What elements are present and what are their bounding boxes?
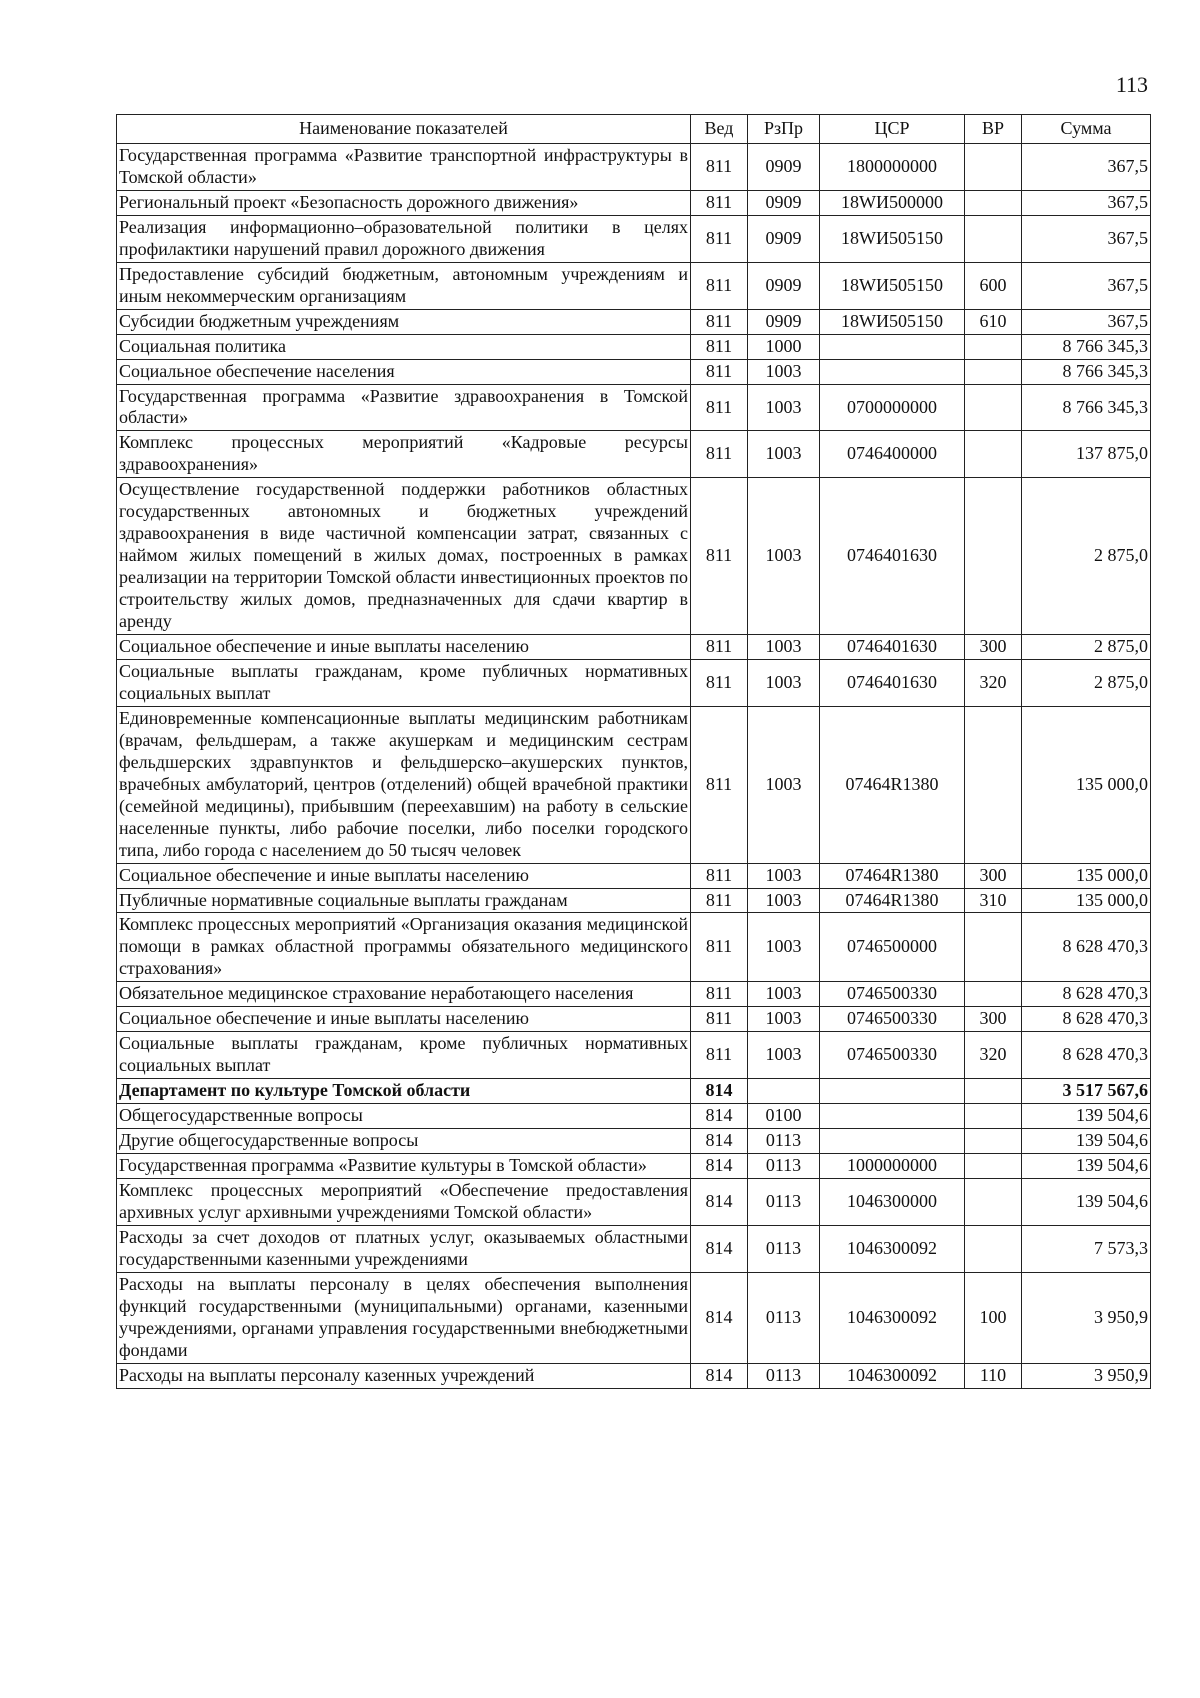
row-rzpr-cell: 0113 <box>748 1129 820 1154</box>
row-name-cell: Социальная политика <box>117 334 691 359</box>
row-vr-cell <box>965 1178 1022 1225</box>
table-body <box>117 144 1151 1389</box>
row-vr-cell <box>965 384 1022 431</box>
row-name-cell: Государственная программа «Развитие транспортной инфраструктуры в Томской области» <box>117 144 691 191</box>
row-name-cell: Социальные выплаты гражданам, кроме публичных нормативных социальных выплат <box>117 1032 691 1079</box>
table-row <box>117 1007 1151 1032</box>
row-name-cell: Социальные выплаты гражданам, кроме публичных нормативных социальных выплат <box>117 659 691 706</box>
row-vr-cell <box>965 478 1022 635</box>
row-csr-cell: 18WИ505150 <box>820 215 965 262</box>
row-vr-cell <box>965 431 1022 478</box>
row-name-cell: Комплекс процессных мероприятий «Обеспечение предоставления архивных услуг архивными учреждениями Томской области» <box>117 1178 691 1225</box>
row-name-cell: Предоставление субсидий бюджетным, автономным учреждениям и иным некоммерческим организациям <box>117 262 691 309</box>
table-row <box>117 1032 1151 1079</box>
row-vr-cell: 320 <box>965 1032 1022 1079</box>
table-row <box>117 1178 1151 1225</box>
row-name-cell: Субсидии бюджетным учреждениям <box>117 309 691 334</box>
row-vr-cell <box>965 1153 1022 1178</box>
budget-table <box>116 114 1151 1389</box>
row-rzpr-cell: 0909 <box>748 215 820 262</box>
table-row <box>117 384 1151 431</box>
row-name-cell: Комплекс процессных мероприятий «Организация оказания медицинской помощи в рамках областной программы обязательного медицинского страхования» <box>117 913 691 982</box>
table-row <box>117 1129 1151 1154</box>
row-rzpr-cell: 0909 <box>748 309 820 334</box>
row-name-cell: Расходы на выплаты персоналу казенных учреждений <box>117 1363 691 1388</box>
row-sum-cell: 3 950,9 <box>1022 1272 1151 1363</box>
row-rzpr-cell: 1003 <box>748 478 820 635</box>
row-sum-cell: 2 875,0 <box>1022 478 1151 635</box>
table-row <box>117 309 1151 334</box>
row-csr-cell: 0746401630 <box>820 659 965 706</box>
row-sum-cell: 3 517 567,6 <box>1022 1079 1151 1104</box>
row-rzpr-cell: 0909 <box>748 144 820 191</box>
row-csr-cell: 07464R1380 <box>820 888 965 913</box>
row-csr-cell <box>820 1079 965 1104</box>
row-rzpr-cell: 0909 <box>748 190 820 215</box>
row-ved-cell: 811 <box>691 384 748 431</box>
row-name-cell: Социальное обеспечение и иные выплаты населению <box>117 635 691 660</box>
row-name-cell: Региональный проект «Безопасность дорожного движения» <box>117 190 691 215</box>
row-sum-cell: 367,5 <box>1022 309 1151 334</box>
row-csr-cell: 1046300092 <box>820 1363 965 1388</box>
table-row <box>117 1104 1151 1129</box>
row-csr-cell: 0700000000 <box>820 384 965 431</box>
row-sum-cell: 135 000,0 <box>1022 863 1151 888</box>
row-ved-cell: 811 <box>691 982 748 1007</box>
row-sum-cell: 367,5 <box>1022 262 1151 309</box>
row-vr-cell <box>965 359 1022 384</box>
table-row <box>117 144 1151 191</box>
row-sum-cell: 139 504,6 <box>1022 1104 1151 1129</box>
row-vr-cell <box>965 1104 1022 1129</box>
row-ved-cell: 814 <box>691 1104 748 1129</box>
header-ved: Вед <box>691 115 748 144</box>
row-ved-cell: 811 <box>691 190 748 215</box>
row-name-cell: Государственная программа «Развитие культуры в Томской области» <box>117 1153 691 1178</box>
row-csr-cell: 1800000000 <box>820 144 965 191</box>
row-name-cell: Общегосударственные вопросы <box>117 1104 691 1129</box>
header-csr: ЦСР <box>820 115 965 144</box>
table-row <box>117 863 1151 888</box>
row-rzpr-cell: 1000 <box>748 334 820 359</box>
row-ved-cell: 811 <box>691 913 748 982</box>
row-sum-cell: 8 766 345,3 <box>1022 334 1151 359</box>
table-header-row <box>117 115 1151 144</box>
row-ved-cell: 814 <box>691 1129 748 1154</box>
row-sum-cell: 8 628 470,3 <box>1022 982 1151 1007</box>
header-rzpr: РзПр <box>748 115 820 144</box>
row-sum-cell: 8 628 470,3 <box>1022 1007 1151 1032</box>
row-vr-cell <box>965 982 1022 1007</box>
row-vr-cell <box>965 1079 1022 1104</box>
row-sum-cell: 137 875,0 <box>1022 431 1151 478</box>
table-row <box>117 1225 1151 1272</box>
row-vr-cell: 300 <box>965 635 1022 660</box>
row-sum-cell: 8 628 470,3 <box>1022 913 1151 982</box>
row-sum-cell: 367,5 <box>1022 190 1151 215</box>
row-vr-cell <box>965 1129 1022 1154</box>
row-name-cell: Социальное обеспечение населения <box>117 359 691 384</box>
row-name-cell: Единовременные компенсационные выплаты медицинским работникам (врачам, фельдшерам, а также акушеркам и медицинским сестрам фельдшерских здравпунктов и фельдшерско–акушерских пунктов, врачебных амбулаторий, центров (отделений) общей врачебной практики (семейной медицины), прибывшим (переехавшим) на работу в сельские населенные пункты, либо рабочие поселки, либо поселки городского типа, либо города с населением до 50 тысяч человек <box>117 706 691 863</box>
row-name-cell: Реализация информационно–образовательной политики в целях профилактики нарушений правил дорожного движения <box>117 215 691 262</box>
row-csr-cell: 0746500330 <box>820 1032 965 1079</box>
row-sum-cell: 135 000,0 <box>1022 888 1151 913</box>
row-rzpr-cell: 0113 <box>748 1272 820 1363</box>
row-vr-cell <box>965 1225 1022 1272</box>
row-name-cell: Расходы на выплаты персоналу в целях обеспечения выполнения функций государственными (муниципальными) органами, казенными учреждениями, органами управления государственными внебюджетными фондами <box>117 1272 691 1363</box>
row-ved-cell: 811 <box>691 215 748 262</box>
row-rzpr-cell: 1003 <box>748 888 820 913</box>
row-sum-cell: 139 504,6 <box>1022 1129 1151 1154</box>
table-row <box>117 1153 1151 1178</box>
row-ved-cell: 811 <box>691 1007 748 1032</box>
row-ved-cell: 811 <box>691 309 748 334</box>
row-csr-cell <box>820 359 965 384</box>
row-vr-cell <box>965 913 1022 982</box>
row-csr-cell: 1046300092 <box>820 1225 965 1272</box>
row-ved-cell: 811 <box>691 863 748 888</box>
table-row <box>117 888 1151 913</box>
row-csr-cell: 1046300092 <box>820 1272 965 1363</box>
table-row <box>117 359 1151 384</box>
row-rzpr-cell: 1003 <box>748 1032 820 1079</box>
table-row <box>117 334 1151 359</box>
row-vr-cell <box>965 190 1022 215</box>
row-rzpr-cell: 0113 <box>748 1363 820 1388</box>
row-csr-cell <box>820 1129 965 1154</box>
row-vr-cell: 110 <box>965 1363 1022 1388</box>
row-sum-cell: 367,5 <box>1022 144 1151 191</box>
header-vr: ВР <box>965 115 1022 144</box>
row-csr-cell <box>820 334 965 359</box>
row-ved-cell: 811 <box>691 478 748 635</box>
row-vr-cell: 320 <box>965 659 1022 706</box>
row-rzpr-cell: 1003 <box>748 1007 820 1032</box>
row-csr-cell: 0746500330 <box>820 982 965 1007</box>
table-row <box>117 431 1151 478</box>
row-ved-cell: 811 <box>691 144 748 191</box>
row-name-cell: Другие общегосударственные вопросы <box>117 1129 691 1154</box>
row-sum-cell: 367,5 <box>1022 215 1151 262</box>
table-row <box>117 262 1151 309</box>
row-rzpr-cell: 1003 <box>748 913 820 982</box>
table-row <box>117 478 1151 635</box>
row-name-cell: Публичные нормативные социальные выплаты гражданам <box>117 888 691 913</box>
row-ved-cell: 814 <box>691 1079 748 1104</box>
table-row <box>117 659 1151 706</box>
row-sum-cell: 7 573,3 <box>1022 1225 1151 1272</box>
row-csr-cell: 0746500330 <box>820 1007 965 1032</box>
row-ved-cell: 811 <box>691 262 748 309</box>
row-rzpr-cell: 1003 <box>748 659 820 706</box>
row-name-cell: Государственная программа «Развитие здравоохранения в Томской области» <box>117 384 691 431</box>
row-vr-cell <box>965 334 1022 359</box>
row-vr-cell <box>965 144 1022 191</box>
page-number: 113 <box>1115 72 1148 97</box>
row-vr-cell: 310 <box>965 888 1022 913</box>
row-rzpr-cell: 0113 <box>748 1153 820 1178</box>
row-rzpr-cell: 1003 <box>748 706 820 863</box>
row-ved-cell: 814 <box>691 1363 748 1388</box>
table-row <box>117 1272 1151 1363</box>
table-row <box>117 706 1151 863</box>
row-csr-cell: 18WИ505150 <box>820 262 965 309</box>
row-name-cell: Социальное обеспечение и иные выплаты населению <box>117 1007 691 1032</box>
row-vr-cell <box>965 706 1022 863</box>
row-ved-cell: 811 <box>691 431 748 478</box>
row-vr-cell: 300 <box>965 863 1022 888</box>
row-sum-cell: 3 950,9 <box>1022 1363 1151 1388</box>
header-sum: Сумма <box>1022 115 1151 144</box>
header-name: Наименование показателей <box>117 115 691 144</box>
row-csr-cell: 18WИ505150 <box>820 309 965 334</box>
row-ved-cell: 811 <box>691 659 748 706</box>
row-csr-cell: 0746401630 <box>820 478 965 635</box>
row-csr-cell <box>820 1104 965 1129</box>
row-rzpr-cell <box>748 1079 820 1104</box>
row-ved-cell: 811 <box>691 706 748 863</box>
row-rzpr-cell: 0909 <box>748 262 820 309</box>
row-csr-cell: 0746500000 <box>820 913 965 982</box>
row-ved-cell: 814 <box>691 1178 748 1225</box>
row-sum-cell: 8 766 345,3 <box>1022 384 1151 431</box>
row-rzpr-cell: 0113 <box>748 1178 820 1225</box>
table-row <box>117 1363 1151 1388</box>
row-ved-cell: 814 <box>691 1153 748 1178</box>
row-sum-cell: 2 875,0 <box>1022 635 1151 660</box>
row-csr-cell: 1000000000 <box>820 1153 965 1178</box>
row-csr-cell: 07464R1380 <box>820 863 965 888</box>
row-ved-cell: 811 <box>691 888 748 913</box>
row-sum-cell: 8 628 470,3 <box>1022 1032 1151 1079</box>
row-vr-cell: 100 <box>965 1272 1022 1363</box>
row-rzpr-cell: 0100 <box>748 1104 820 1129</box>
row-rzpr-cell: 1003 <box>748 982 820 1007</box>
table-row <box>117 1079 1151 1104</box>
row-rzpr-cell: 0113 <box>748 1225 820 1272</box>
table-row <box>117 635 1151 660</box>
row-name-cell: Социальное обеспечение и иные выплаты населению <box>117 863 691 888</box>
row-csr-cell: 0746400000 <box>820 431 965 478</box>
row-ved-cell: 811 <box>691 334 748 359</box>
row-name-cell: Комплекс процессных мероприятий «Кадровые ресурсы здравоохранения» <box>117 431 691 478</box>
row-sum-cell: 135 000,0 <box>1022 706 1151 863</box>
row-name-cell: Департамент по культуре Томской области <box>117 1079 691 1104</box>
row-rzpr-cell: 1003 <box>748 431 820 478</box>
row-ved-cell: 811 <box>691 635 748 660</box>
row-name-cell: Расходы за счет доходов от платных услуг, оказываемых областными государственными казенными учреждениями <box>117 1225 691 1272</box>
row-vr-cell: 300 <box>965 1007 1022 1032</box>
row-ved-cell: 814 <box>691 1272 748 1363</box>
row-vr-cell: 600 <box>965 262 1022 309</box>
row-name-cell: Осуществление государственной поддержки работников областных государственных автономных и бюджетных учреждений здравоохранения в виде частичной компенсации затрат, связанных с наймом жилых помещений в жилых домах, построенных в рамках реализации на территории Томской области инвестиционных проектов по строительству жилых домов, предназначенных для сдачи квартир в аренду <box>117 478 691 635</box>
row-csr-cell: 18WИ500000 <box>820 190 965 215</box>
row-vr-cell: 610 <box>965 309 1022 334</box>
row-rzpr-cell: 1003 <box>748 384 820 431</box>
row-sum-cell: 139 504,6 <box>1022 1153 1151 1178</box>
row-ved-cell: 811 <box>691 359 748 384</box>
row-rzpr-cell: 1003 <box>748 635 820 660</box>
row-sum-cell: 8 766 345,3 <box>1022 359 1151 384</box>
table-row <box>117 982 1151 1007</box>
row-csr-cell: 07464R1380 <box>820 706 965 863</box>
row-sum-cell: 139 504,6 <box>1022 1178 1151 1225</box>
row-csr-cell: 0746401630 <box>820 635 965 660</box>
table-row <box>117 215 1151 262</box>
row-ved-cell: 811 <box>691 1032 748 1079</box>
row-sum-cell: 2 875,0 <box>1022 659 1151 706</box>
table-row <box>117 190 1151 215</box>
row-rzpr-cell: 1003 <box>748 359 820 384</box>
row-ved-cell: 814 <box>691 1225 748 1272</box>
row-name-cell: Обязательное медицинское страхование неработающего населения <box>117 982 691 1007</box>
table-row <box>117 913 1151 982</box>
row-vr-cell <box>965 215 1022 262</box>
row-rzpr-cell: 1003 <box>748 863 820 888</box>
row-csr-cell: 1046300000 <box>820 1178 965 1225</box>
